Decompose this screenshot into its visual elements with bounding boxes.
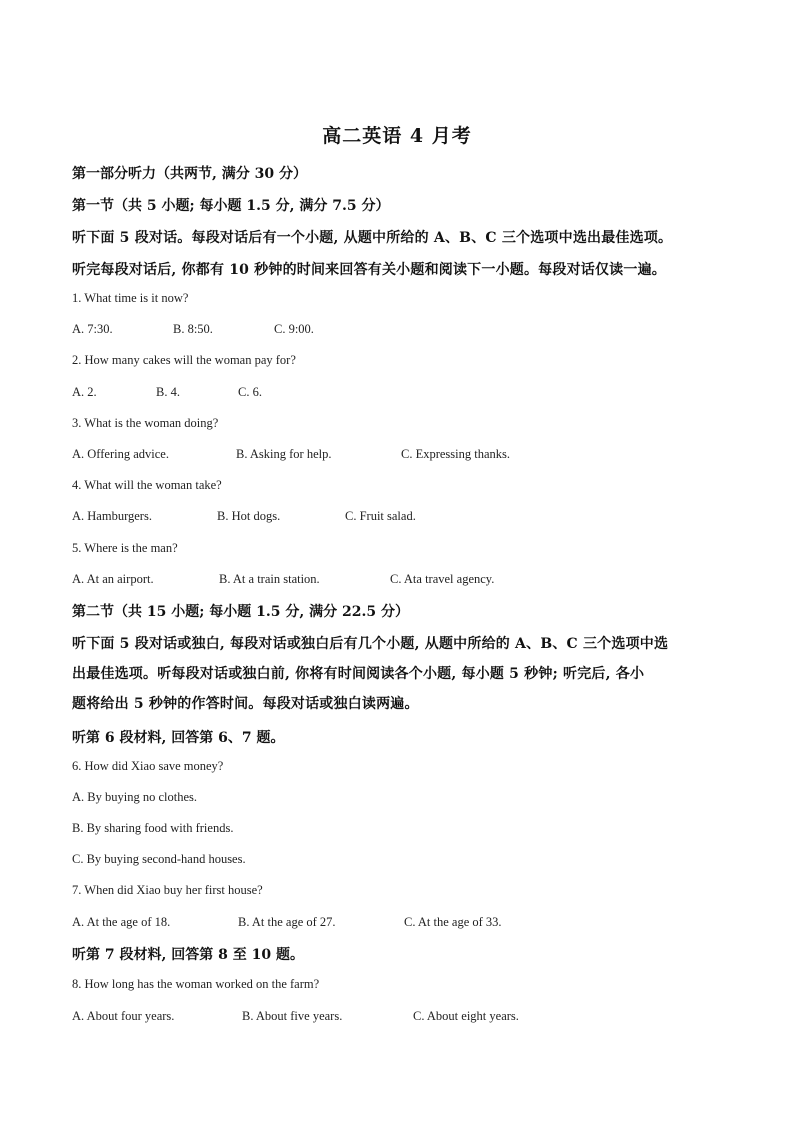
section2-instruction-line-3: 题将给出 5 秒钟的作答时间。每段对话或独白读两遍。: [72, 696, 419, 712]
question-3-option-c: C. Expressing thanks.: [401, 447, 511, 461]
question-7-option-a: A. At the age of 18.: [72, 915, 171, 929]
section2-instruction-line-2: 出最佳选项。听每段对话或独白前, 你将有时间阅读各个小题, 每小题 5 秒钟; 听完后, 各小: [72, 666, 645, 682]
question-4: 4. What will the woman take?: [72, 478, 222, 492]
passage-6-heading: 听第 6 段材料, 回答第 6、7 题。: [72, 730, 285, 746]
question-5: 5. Where is the man?: [72, 541, 178, 555]
section2-heading: 第二节（共 15 小题; 每小题 1.5 分, 满分 22.5 分）: [72, 604, 409, 620]
question-1-option-b: B. 8:50.: [173, 322, 213, 336]
question-5-option-a: A. At an airport.: [72, 572, 154, 586]
question-6-option-c: C. By buying second-hand houses.: [72, 852, 246, 866]
question-8: 8. How long has the woman worked on the farm?: [72, 977, 320, 991]
passage-7-heading: 听第 7 段材料, 回答第 8 至 10 题。: [72, 947, 304, 963]
question-4-option-a: A. Hamburgers.: [72, 509, 152, 523]
page-title: 高二英语 4 月考: [322, 125, 472, 147]
part1-heading: 第一部分听力（共两节, 满分 30 分）: [72, 166, 307, 182]
question-8-option-c: C. About eight years.: [413, 1009, 519, 1023]
question-1-option-a: A. 7:30.: [72, 322, 113, 336]
question-6: 6. How did Xiao save money?: [72, 759, 224, 773]
question-8-option-b: B. About five years.: [242, 1009, 343, 1023]
question-2: 2. How many cakes will the woman pay for?: [72, 353, 296, 367]
question-6-option-a: A. By buying no clothes.: [72, 790, 197, 804]
question-8-option-a: A. About four years.: [72, 1009, 175, 1023]
question-4-option-b: B. Hot dogs.: [217, 509, 281, 523]
question-3-option-a: A. Offering advice.: [72, 447, 169, 461]
question-1: 1. What time is it now?: [72, 291, 189, 305]
question-7-option-c: C. At the age of 33.: [404, 915, 502, 929]
section1-instruction-line-1: 听下面 5 段对话。每段对话后有一个小题, 从题中所给的 A、B、C 三个选项中选出最佳选项。: [72, 230, 673, 246]
question-7-option-b: B. At the age of 27.: [238, 915, 336, 929]
question-3: 3. What is the woman doing?: [72, 416, 219, 430]
question-2-option-b: B. 4.: [156, 385, 180, 399]
question-5-option-c: C. Ata travel agency.: [390, 572, 495, 586]
question-2-option-c: C. 6.: [238, 385, 262, 399]
question-2-option-a: A. 2.: [72, 385, 97, 399]
question-7: 7. When did Xiao buy her first house?: [72, 883, 263, 897]
question-5-option-b: B. At a train station.: [219, 572, 320, 586]
question-3-option-b: B. Asking for help.: [236, 447, 332, 461]
question-1-option-c: C. 9:00.: [274, 322, 314, 336]
section1-instruction-line-2: 听完每段对话后, 你都有 10 秒钟的时间来回答有关小题和阅读下一小题。每段对话仅读一遍。: [72, 262, 666, 278]
section2-instruction-line-1: 听下面 5 段对话或独白, 每段对话或独白后有几个小题, 从题中所给的 A、B、C 三个选项中选: [72, 636, 669, 652]
question-4-option-c: C. Fruit salad.: [345, 509, 416, 523]
question-6-option-b: B. By sharing food with friends.: [72, 821, 234, 835]
section1-heading: 第一节（共 5 小题; 每小题 1.5 分, 满分 7.5 分）: [72, 198, 390, 214]
